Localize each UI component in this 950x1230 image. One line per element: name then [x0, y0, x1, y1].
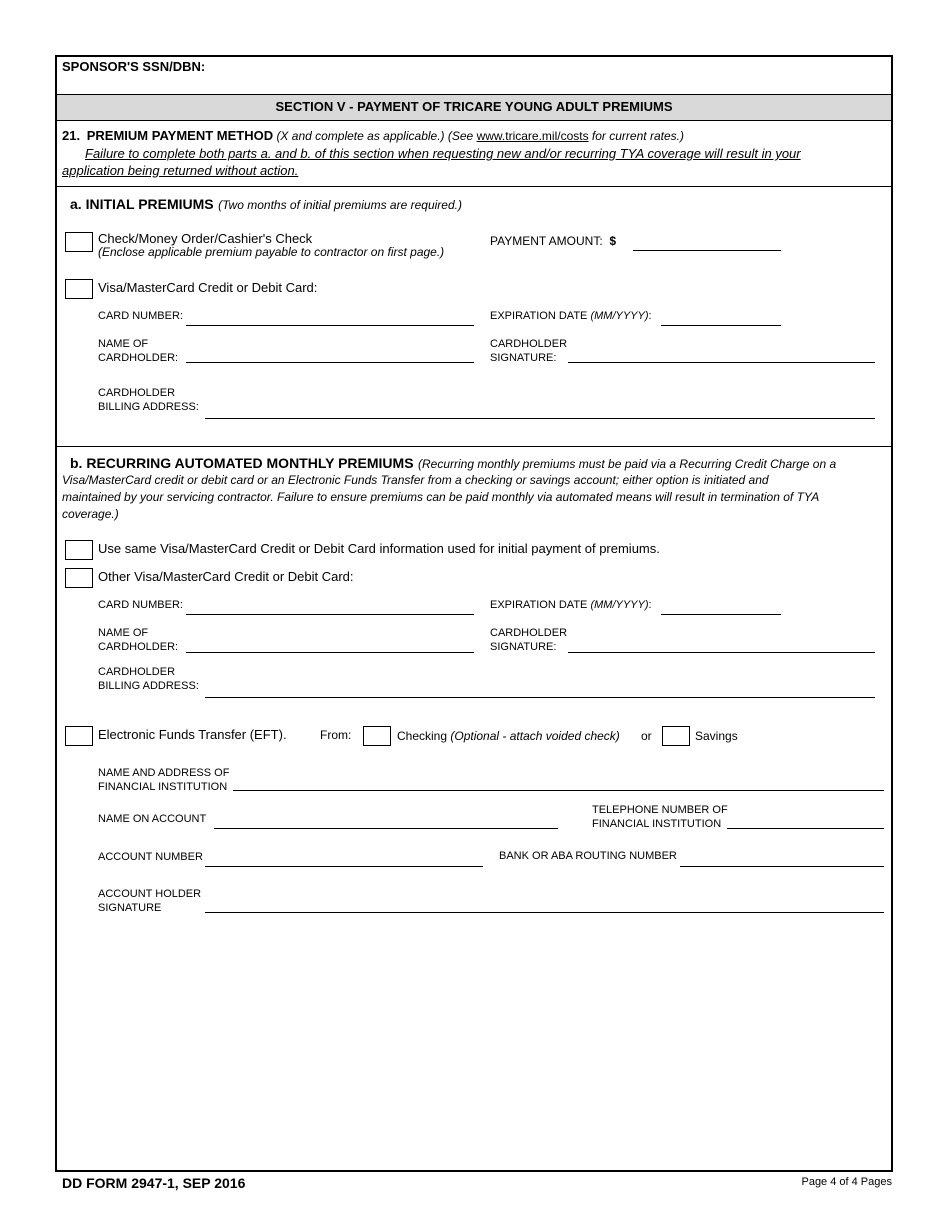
- holder-sig-line1: ACCOUNT HOLDER: [98, 888, 202, 900]
- eft-label: Electronic Funds Transfer (EFT).: [98, 727, 287, 742]
- recurring-premiums-heading: [70, 455, 836, 473]
- recurring-note-line3: maintained by your servicing contractor. Failure to ensure premiums can be paid monthly via automated means will result in termination of TYA: [62, 490, 820, 504]
- item-21-instruction-end: for current rates.): [591, 129, 684, 143]
- initial-expiration-field[interactable]: [661, 325, 781, 326]
- form-identifier: DD FORM 2947-1, SEP 2016: [62, 1175, 246, 1191]
- check-payment-note: (Enclose applicable premium payable to contractor on first page.): [98, 245, 445, 259]
- fin-inst-line1: NAME AND ADDRESS OF: [98, 767, 230, 779]
- item-21-warning-line2: application being returned without action.: [62, 163, 299, 178]
- initial-addr-line2: BILLING ADDRESS:: [98, 401, 199, 413]
- recurring-note-line4: coverage.): [62, 507, 119, 521]
- eft-checkbox[interactable]: [65, 726, 93, 746]
- section-title: SECTION V - PAYMENT OF TRICARE YOUNG ADULT PREMIUMS: [275, 99, 673, 114]
- recurring-sig-line2: SIGNATURE:: [490, 641, 557, 653]
- item-21-heading: [62, 128, 684, 143]
- currency-symbol: $: [609, 234, 617, 248]
- initial-expiration-format: (MM/YYYY): [590, 310, 649, 322]
- initial-card-label: Visa/MasterCard Credit or Debit Card:: [98, 280, 318, 295]
- account-number-label: ACCOUNT NUMBER: [98, 851, 203, 863]
- recurring-card-number-label: CARD NUMBER:: [98, 599, 183, 611]
- tricare-costs-link[interactable]: www.tricare.mil/costs: [476, 129, 589, 143]
- initial-addr-line1: CARDHOLDER: [98, 387, 176, 399]
- recurring-billing-address-label: [98, 665, 199, 693]
- item-21-number: 21.: [62, 128, 81, 143]
- initial-name-line1: NAME OF: [98, 338, 149, 350]
- phone-line2: FINANCIAL INSTITUTION: [592, 818, 722, 830]
- checking-label: [397, 729, 620, 743]
- checking-note: (Optional - attach voided check): [450, 729, 620, 743]
- recurring-expiration-text: EXPIRATION DATE: [490, 599, 588, 611]
- recurring-expiration-label: [490, 599, 652, 611]
- initial-cardholder-name-label: [98, 337, 178, 365]
- payment-amount-field[interactable]: [633, 250, 781, 251]
- recurring-cardholder-signature-label: [490, 626, 567, 654]
- financial-institution-field[interactable]: [233, 790, 884, 791]
- initial-cardholder-signature-label: [490, 337, 567, 365]
- telephone-field[interactable]: [727, 828, 884, 829]
- initial-card-number-label: CARD NUMBER:: [98, 310, 183, 322]
- item-21-instruction: (X and complete as applicable.) (See: [276, 129, 474, 143]
- savings-label: Savings: [695, 729, 738, 743]
- sponsor-ssn-field[interactable]: [230, 58, 880, 88]
- telephone-label: [592, 803, 728, 831]
- or-label: or: [641, 729, 652, 743]
- recurring-name-line2: CARDHOLDER:: [98, 641, 179, 653]
- check-payment-checkbox[interactable]: [65, 232, 93, 252]
- same-card-label: Use same Visa/MasterCard Credit or Debit Card information used for initial payment of premiums.: [98, 541, 660, 556]
- divider: [57, 446, 891, 447]
- payment-amount-text: PAYMENT AMOUNT:: [490, 234, 603, 248]
- routing-number-field[interactable]: [680, 866, 884, 867]
- name-on-account-field[interactable]: [214, 828, 558, 829]
- recurring-addr-line2: BILLING ADDRESS:: [98, 680, 199, 692]
- item-21-title: PREMIUM PAYMENT METHOD: [86, 128, 274, 143]
- account-number-field[interactable]: [205, 866, 483, 867]
- recurring-note-line1: (Recurring monthly premiums must be paid via a Recurring Credit Charge on a: [417, 457, 837, 471]
- recurring-addr-line1: CARDHOLDER: [98, 666, 176, 678]
- initial-name-line2: CARDHOLDER:: [98, 352, 179, 364]
- initial-premiums-heading: [70, 196, 462, 214]
- savings-checkbox[interactable]: [662, 726, 690, 746]
- page-number: Page 4 of 4 Pages: [801, 1176, 892, 1188]
- recurring-cardholder-name-label: [98, 626, 178, 654]
- recurring-name-line1: NAME OF: [98, 627, 149, 639]
- recurring-expiration-colon: :: [648, 599, 652, 611]
- initial-card-checkbox[interactable]: [65, 279, 93, 299]
- same-card-checkbox[interactable]: [65, 540, 93, 560]
- recurring-note-line2: Visa/MasterCard credit or debit card or an Electronic Funds Transfer from a checking or savings account; either option is initiated and: [62, 473, 769, 487]
- recurring-cardholder-name-field[interactable]: [186, 652, 474, 653]
- holder-sig-line2: SIGNATURE: [98, 902, 162, 914]
- initial-billing-address-field[interactable]: [205, 418, 875, 419]
- initial-cardholder-name-field[interactable]: [186, 362, 474, 363]
- fin-inst-line2: FINANCIAL INSTITUTION: [98, 781, 228, 793]
- initial-billing-address-label: [98, 386, 199, 414]
- other-card-checkbox[interactable]: [65, 568, 93, 588]
- item-21-warning-line1: Failure to complete both parts a. and b. of this section when requesting new and/or recurring TYA coverage will result in your: [85, 146, 801, 161]
- divider: [57, 186, 891, 187]
- payment-amount-label: [490, 234, 616, 248]
- phone-line1: TELEPHONE NUMBER OF: [592, 804, 728, 816]
- initial-sig-line2: SIGNATURE:: [490, 352, 557, 364]
- initial-cardholder-signature-field[interactable]: [568, 362, 875, 363]
- initial-sig-line1: CARDHOLDER: [490, 338, 568, 350]
- initial-expiration-colon: :: [648, 310, 652, 322]
- recurring-cardholder-signature-field[interactable]: [568, 652, 875, 653]
- recurring-expiration-format: (MM/YYYY): [590, 599, 649, 611]
- eft-from-label: From:: [320, 728, 352, 742]
- initial-premiums-title: a. INITIAL PREMIUMS: [70, 196, 214, 212]
- initial-card-number-field[interactable]: [186, 325, 474, 326]
- initial-expiration-label: [490, 310, 652, 322]
- other-card-label: Other Visa/MasterCard Credit or Debit Card:: [98, 569, 354, 584]
- initial-expiration-text: EXPIRATION DATE: [490, 310, 588, 322]
- recurring-card-number-field[interactable]: [186, 614, 474, 615]
- recurring-expiration-field[interactable]: [661, 614, 781, 615]
- checking-text: Checking: [397, 729, 448, 743]
- account-holder-signature-label: [98, 887, 201, 915]
- financial-institution-label: [98, 766, 229, 794]
- recurring-premiums-title: b. RECURRING AUTOMATED MONTHLY PREMIUMS: [70, 455, 414, 471]
- name-on-account-label: NAME ON ACCOUNT: [98, 813, 207, 825]
- sponsor-ssn-label: SPONSOR'S SSN/DBN:: [62, 59, 206, 74]
- checking-checkbox[interactable]: [363, 726, 391, 746]
- recurring-sig-line1: CARDHOLDER: [490, 627, 568, 639]
- recurring-billing-address-field[interactable]: [205, 697, 875, 698]
- account-holder-signature-field[interactable]: [205, 912, 884, 913]
- check-payment-label: Check/Money Order/Cashier's Check: [98, 231, 313, 246]
- routing-number-label: BANK OR ABA ROUTING NUMBER: [499, 850, 677, 862]
- initial-premiums-note: (Two months of initial premiums are required.): [218, 198, 462, 212]
